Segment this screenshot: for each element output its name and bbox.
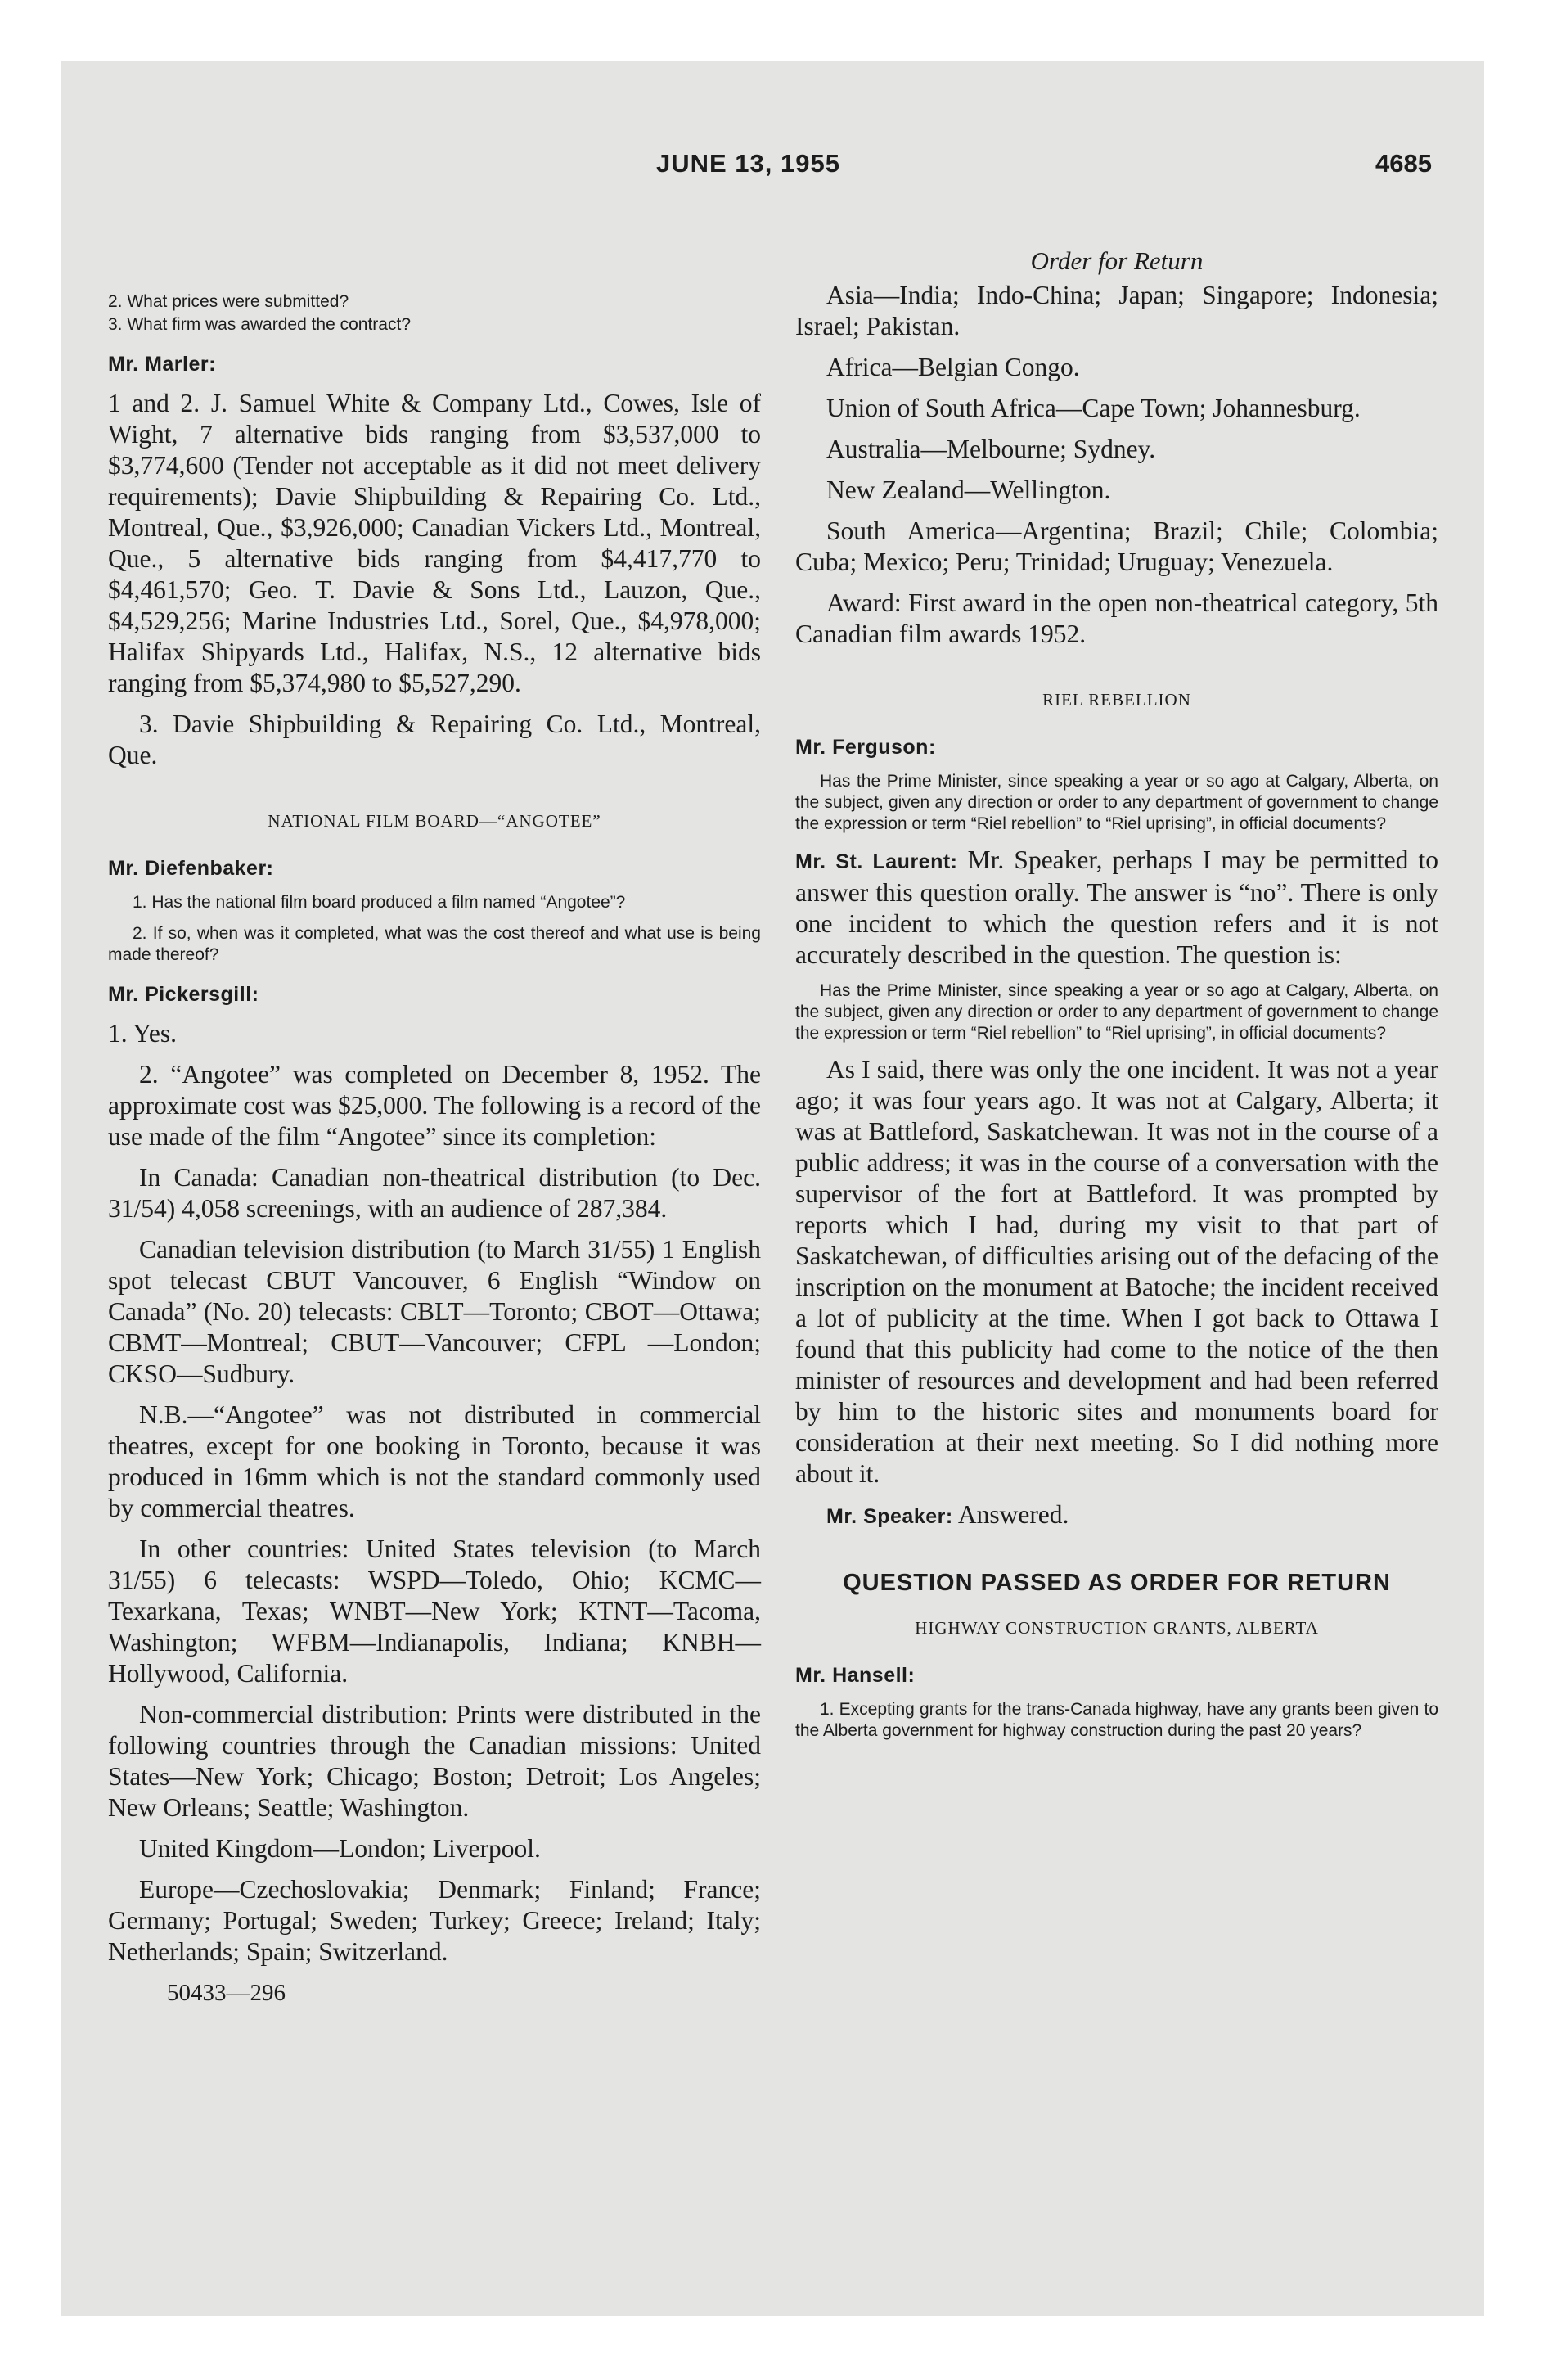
answer-marler-2: 3. Davie Shipbuilding & Repairing Co. Ltd., Montreal, Que. [108, 710, 761, 769]
speaker-pickersgill: Mr. Pickersgill: [108, 983, 259, 1006]
question-2: 2. What prices were submitted? [108, 292, 349, 311]
page-number: 4685 [1375, 149, 1432, 178]
ferguson-question-quoted: Has the Prime Minister, since speaking a year or so ago at Calgary, Alberta, on the subject, given any direction or order to any department of government to change the expression or term “Riel rebellion” to “Riel uprising”, in official documents? [795, 981, 1438, 1043]
speaker-diefenbaker: Mr. Diefenbaker: [108, 857, 274, 880]
right-column [795, 190, 1438, 1751]
hansell-question: 1. Excepting grants for the trans-Canada highway, have any grants been given to the Alberta government for highway construction during the past 20 years? [795, 1700, 1438, 1740]
page-date: JUNE 13, 1955 [656, 149, 840, 178]
speaker-st-laurent: Mr. St. Laurent: [795, 850, 958, 873]
countries-australia: Australia—Melbourne; Sydney. [826, 435, 1156, 463]
speaker-the-speaker: Mr. Speaker: [826, 1505, 953, 1528]
pickersgill-answer-4: Canadian television distribution (to March 31/55) 1 English spot telecast CBUT Vancouver, 6 English “Window on Canada” (No. 20) telecasts: CBLT—Toronto; CBOT—Ottawa; CBMT—Montreal; CBUT—Vancouver; CFPL —London; CKSO—Sudbury. [108, 1235, 761, 1388]
countries-asia: Asia—India; Indo-China; Japan; Singapore; Indonesia; Israel; Pakistan. [795, 281, 1438, 340]
question-3: 3. What firm was awarded the contract? [108, 315, 411, 334]
diefenbaker-question-1: 1. Has the national film board produced a film named “Angotee”? [133, 893, 626, 912]
pickersgill-answer-7: Non-commercial distribution: Prints were distributed in the following countries through the Canadian missions: United States—New York; Chicago; Boston; Detroit; Los Angeles; New Orleans; Seattle; Washington. [108, 1700, 761, 1822]
answer-marler-1: 1 and 2. J. Samuel White & Company Ltd., Cowes, Isle of Wight, 7 alternative bids ranging from $3,537,000 to $3,774,600 (Tender not acceptable as it did not meet delivery requirements); Davie Shipbuilding & Repairing Co. Ltd., Montreal, Que., $3,926,000; Canadian Vickers Ltd., Montreal, Que., 5 alternative bids ranging from $4,417,770 to $4,461,570; Geo. T. Davie & Sons Ltd., Lauzon, Que., $4,529,256; Marine Industries Ltd., Sorel, Que., $4,978,000; Halifax Shipyards Ltd., Halifax, N.S., 12 alternative bids ranging from $5,374,980 to $5,527,290. [108, 389, 761, 697]
pickersgill-answer-3: In Canada: Canadian non-theatrical distribution (to Dec. 31/54) 4,058 screenings, with an audience of 287,384. [108, 1163, 761, 1223]
countries-new-zealand: New Zealand—Wellington. [826, 476, 1111, 504]
order-for-return-heading: Order for Return [1030, 246, 1204, 275]
film-award: Award: First award in the open non-theatrical category, 5th Canadian film awards 1952. [795, 588, 1438, 648]
footer-code: 50433—296 [167, 1980, 286, 2006]
pickersgill-answer-5: N.B.—“Angotee” was not distributed in commercial theatres, except for one booking in Toronto, because it was produced in 16mm which is not the standard commonly used by commercial theatres. [108, 1400, 761, 1522]
st-laurent-reply-1: Mr. Speaker, perhaps I may be permitted to answer this question orally. The answer is “no”. There is only one incident to which the question refers and it is not accurately described in the question. The question is: [795, 845, 1438, 969]
diefenbaker-question-2: 2. If so, when was it completed, what was the cost thereof and what use is being made thereof? [108, 924, 761, 964]
page-header [61, 149, 1484, 190]
countries-africa: Africa—Belgian Congo. [826, 353, 1080, 381]
question-passed-heading: QUESTION PASSED AS ORDER FOR RETURN [843, 1570, 1391, 1596]
countries-south-africa: Union of South Africa—Cape Town; Johannesburg. [826, 394, 1361, 422]
rubric-highway-grants: HIGHWAY CONSTRUCTION GRANTS, ALBERTA [915, 1618, 1319, 1638]
left-column [108, 190, 761, 2008]
countries-south-america: South America—Argentina; Brazil; Chile; Colombia; Cuba; Mexico; Peru; Trinidad; Uruguay; Venezuela. [795, 516, 1438, 576]
rubric-riel-rebellion: RIEL REBELLION [1042, 690, 1191, 710]
ferguson-question: Has the Prime Minister, since speaking a year or so ago at Calgary, Alberta, on the subject, given any direction or order to any department of government to change the expression or term “Riel rebellion” to “Riel uprising”, in official documents? [795, 772, 1438, 833]
document-page [61, 61, 1484, 2316]
speaker-ferguson: Mr. Ferguson: [795, 736, 936, 759]
pickersgill-answer-2: 2. “Angotee” was completed on December 8, 1952. The approximate cost was $25,000. The following is a record of the use made of the film “Angotee” since its completion: [108, 1060, 761, 1151]
speaker-marler: Mr. Marler: [108, 353, 216, 376]
speaker-answered: Answered. [957, 1500, 1069, 1529]
pickersgill-answer-6: In other countries: United States television (to March 31/55) 6 telecasts: WSPD—Toledo, Ohio; KCMC—Texarkana, Texas; WNBT—New York; KTNT—Tacoma, Washington; WFBM—Indianapolis, Indiana; KNBH—Hollywood, California. [108, 1535, 761, 1688]
pickersgill-answer-9: Europe—Czechoslovakia; Denmark; Finland; France; Germany; Portugal; Sweden; Turkey; Greece; Ireland; Italy; Netherlands; Spain; Switzerland. [108, 1875, 761, 1966]
rubric-angotee: NATIONAL FILM BOARD—“ANGOTEE” [268, 811, 601, 831]
speaker-hansell: Mr. Hansell: [795, 1664, 916, 1687]
st-laurent-reply-2: As I said, there was only the one incident. It was not a year ago; it was four years ago. It was not at Calgary, Alberta; it was at Battleford, Saskatchewan. It was not in the course of a public address; it was in the course of a conversation with the supervisor of the fort at Battleford. It was prompted by reports which I had, during my visit to that part of Saskatchewan, of difficulties arising out of the defacing of the inscription on the monument at Batoche; the incident received a lot of publicity at the time. When I got back to Ottawa I found that this publicity had come to the notice of the then minister of resources and development and had been referred by him to the historic sites and monuments board for consideration at their next meeting. So I did nothing more about it. [795, 1055, 1438, 1488]
pickersgill-answer-1: 1. Yes. [108, 1019, 178, 1048]
pickersgill-answer-8: United Kingdom—London; Liverpool. [139, 1834, 541, 1863]
